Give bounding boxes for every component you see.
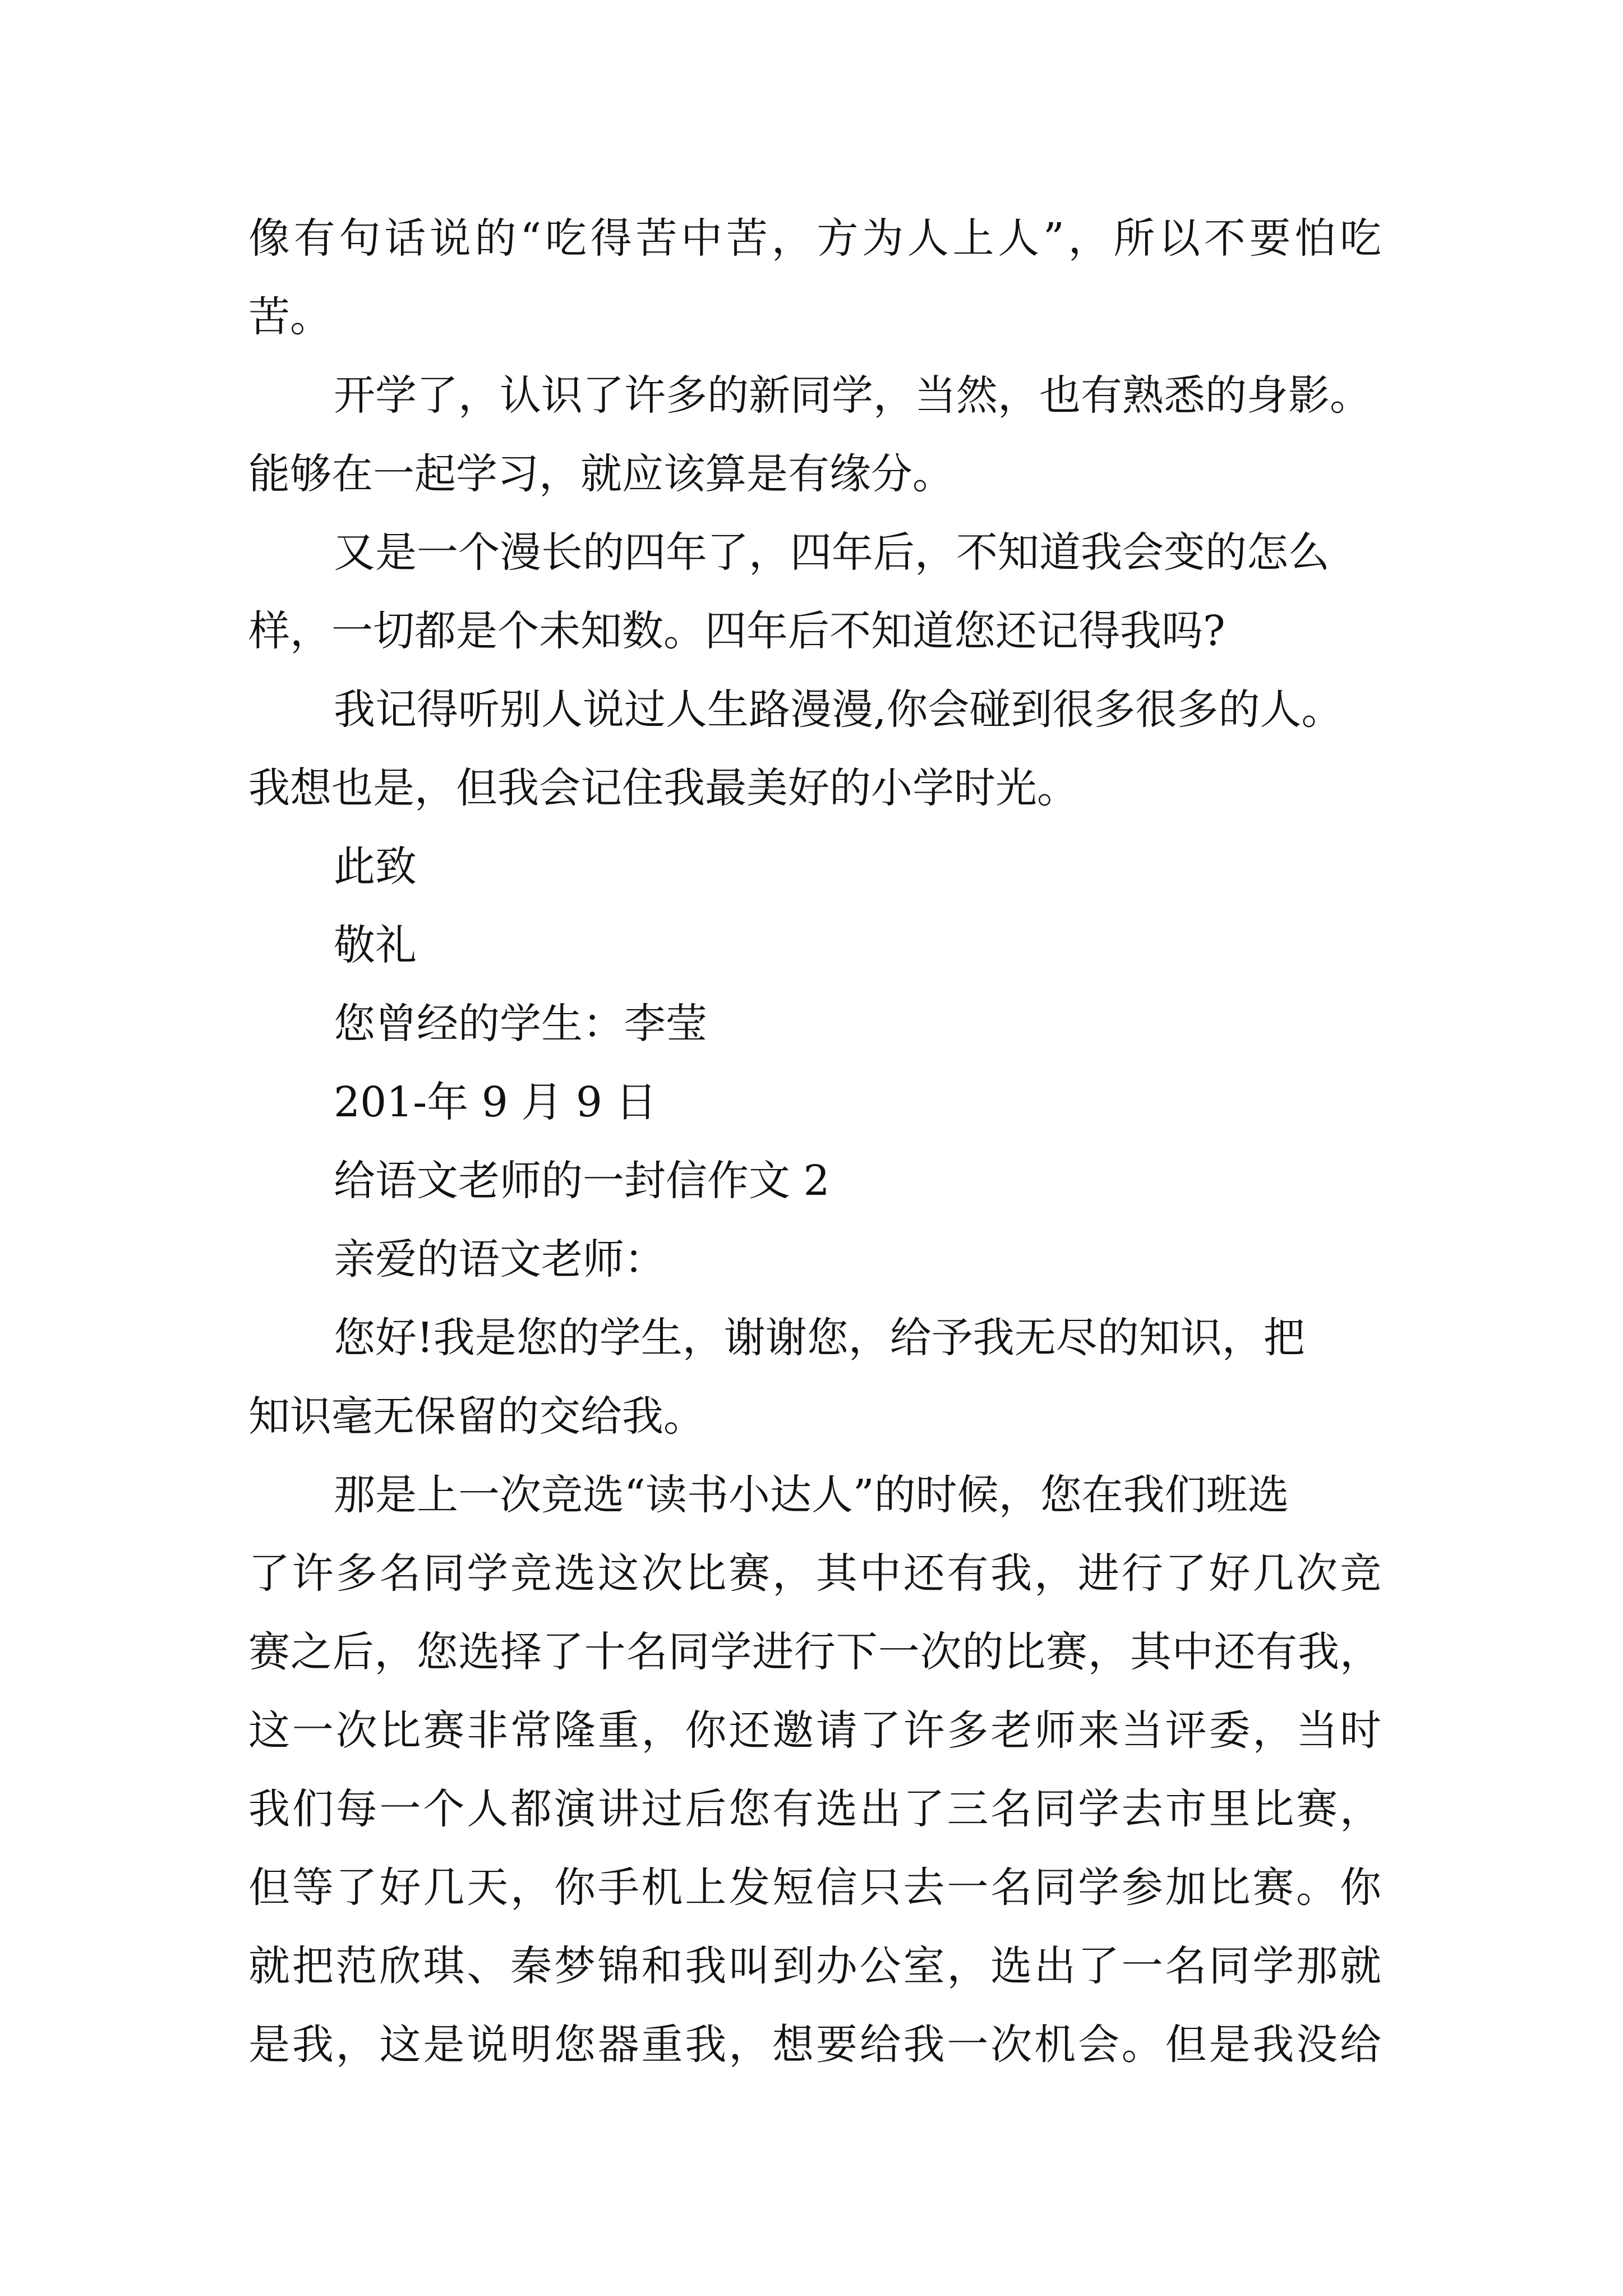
salutation: 亲爱的语文老师： — [334, 1235, 666, 1283]
text-line: 您好!我是您的学生，谢谢您，给予我无尽的知识，把 — [334, 1314, 1305, 1362]
signature-line: 您曾经的学生：李莹 — [334, 1000, 707, 1048]
closing-line: 敬礼 — [334, 921, 417, 969]
text-line: 像有句话说的“吃得苦中苦，方为人上人”，所以不要怕吃 — [248, 214, 1381, 263]
text-line: 苦。 — [248, 293, 331, 341]
text-line: 能够在一起学习，就应该算是有缘分。 — [248, 450, 954, 498]
text-line: 我记得听别人说过人生路漫漫,你会碰到很多很多的人。 — [334, 685, 1343, 734]
text-line: 赛之后，您选择了十名同学进行下一次的比赛，其中还有我， — [248, 1628, 1381, 1676]
text-line: 那是上一次竞选“读书小达人”的时候，您在我们班选 — [334, 1471, 1289, 1519]
text-line: 这一次比赛非常隆重，你还邀请了许多老师来当评委，当时 — [248, 1706, 1381, 1755]
text-line: 是我，这是说明您器重我，想要给我一次机会。但是我没给 — [248, 2021, 1381, 2069]
text-line: 就把范欣琪、秦梦锦和我叫到办公室，选出了一名同学那就 — [248, 1942, 1381, 1990]
text-line: 样，一切都是个未知数。四年后不知道您还记得我吗? — [248, 607, 1225, 655]
date-line: 201-年 9 月 9 日 — [334, 1078, 657, 1126]
text-line: 我想也是，但我会记住我最美好的小学时光。 — [248, 764, 1078, 812]
text-line: 我们每一个人都演讲过后您有选出了三名同学去市里比赛， — [248, 1785, 1381, 1833]
article-title: 给语文老师的一封信作文 2 — [334, 1157, 830, 1205]
closing-line: 此致 — [334, 843, 417, 891]
text-line: 知识毫无保留的交给我。 — [248, 1392, 705, 1441]
text-line: 了许多名同学竞选这次比赛，其中还有我，进行了好几次竞 — [248, 1549, 1381, 1598]
text-line: 开学了，认识了许多的新同学，当然，也有熟悉的身影。 — [334, 371, 1371, 420]
text-line: 但等了好几天，你手机上发短信只去一名同学参加比赛。你 — [248, 1864, 1381, 1912]
text-line: 又是一个漫长的四年了，四年后，不知道我会变的怎么 — [334, 528, 1330, 577]
